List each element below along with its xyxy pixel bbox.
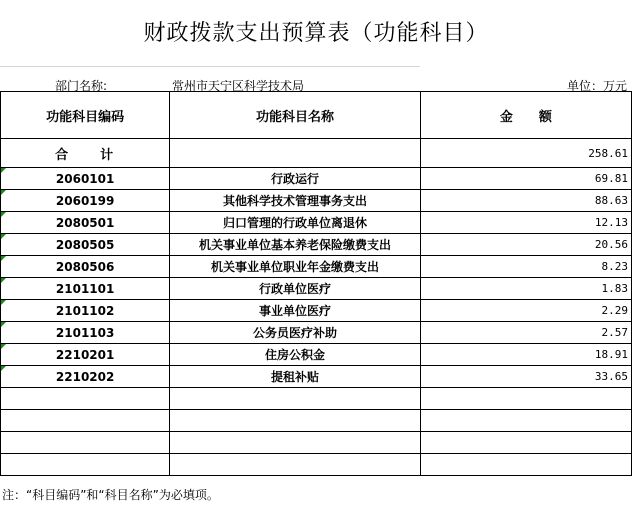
- row-code-cell[interactable]: [1, 234, 170, 256]
- row-code-text: 2101101: [55, 281, 115, 296]
- row-name-cell[interactable]: 公务员医疗补助: [170, 322, 420, 344]
- row-code-cell[interactable]: [1, 322, 170, 344]
- row-amount-cell[interactable]: 12.13: [420, 212, 631, 234]
- table-row: [1, 278, 632, 300]
- empty-cell[interactable]: [170, 432, 420, 454]
- empty-cell[interactable]: [420, 432, 631, 454]
- empty-cell[interactable]: [1, 388, 170, 410]
- cell-flag-icon: [1, 278, 6, 283]
- row-code-cell[interactable]: [1, 278, 170, 300]
- header-row: [1, 92, 632, 139]
- table-row: [1, 366, 632, 388]
- dept-name[interactable]: 常州市天宁区科学技术局: [172, 79, 305, 93]
- title-underline: [0, 66, 420, 67]
- row-code-text: 2210201: [55, 347, 115, 362]
- row-code-cell[interactable]: [1, 300, 170, 322]
- row-amount-cell[interactable]: 2.57: [420, 322, 631, 344]
- unit-label: 单位：万元: [567, 79, 628, 93]
- header-amount[interactable]: 金 额: [420, 92, 631, 139]
- row-code-text: 2080506: [55, 259, 115, 274]
- table-row: [1, 168, 632, 190]
- empty-row: [1, 432, 632, 454]
- row-name-cell[interactable]: 提租补贴: [170, 366, 420, 388]
- empty-cell[interactable]: [170, 454, 420, 476]
- footnote: 注：“科目编码”和“科目名称”为必填项。: [2, 488, 219, 502]
- cell-flag-icon: [1, 212, 6, 217]
- row-name-cell[interactable]: 行政单位医疗: [170, 278, 420, 300]
- cell-flag-icon: [1, 256, 6, 261]
- row-code-cell[interactable]: [1, 366, 170, 388]
- table-row: [1, 212, 632, 234]
- row-code-text: 2060101: [55, 171, 115, 186]
- row-amount-cell[interactable]: 18.91: [420, 344, 631, 366]
- cell-flag-icon: [1, 234, 6, 239]
- empty-row: [1, 388, 632, 410]
- header-code[interactable]: 功能科目编码: [1, 92, 170, 139]
- cell-flag-icon: [1, 344, 6, 349]
- row-code-cell[interactable]: [1, 212, 170, 234]
- empty-cell[interactable]: [170, 410, 420, 432]
- row-name-cell[interactable]: 归口管理的行政单位离退休: [170, 212, 420, 234]
- empty-cell[interactable]: [420, 410, 631, 432]
- cell-flag-icon: [1, 366, 6, 371]
- empty-cell[interactable]: [420, 454, 631, 476]
- row-amount-cell[interactable]: 33.65: [420, 366, 631, 388]
- row-code-cell[interactable]: [1, 344, 170, 366]
- table-row: [1, 322, 632, 344]
- row-code-text: 2060199: [55, 193, 115, 208]
- total-label[interactable]: 合 计: [1, 139, 170, 168]
- total-amount[interactable]: 258.61: [420, 139, 631, 168]
- empty-cell[interactable]: [170, 388, 420, 410]
- table-row: [1, 234, 632, 256]
- row-name-cell[interactable]: 其他科学技术管理事务支出: [170, 190, 420, 212]
- dept-label: 部门名称:: [55, 79, 108, 93]
- empty-cell[interactable]: [1, 432, 170, 454]
- total-row: [1, 139, 632, 168]
- row-name-cell[interactable]: 住房公积金: [170, 344, 420, 366]
- budget-table: [0, 91, 632, 476]
- total-name-cell[interactable]: [170, 139, 420, 168]
- cell-flag-icon: [1, 322, 6, 327]
- row-name-cell[interactable]: 事业单位医疗: [170, 300, 420, 322]
- row-code-text: 2101103: [55, 325, 115, 340]
- row-amount-cell[interactable]: 69.81: [420, 168, 631, 190]
- empty-cell[interactable]: [1, 410, 170, 432]
- row-code-cell[interactable]: [1, 168, 170, 190]
- table-row: [1, 344, 632, 366]
- row-name-cell[interactable]: 行政运行: [170, 168, 420, 190]
- row-name-cell[interactable]: 机关事业单位基本养老保险缴费支出: [170, 234, 420, 256]
- table-row: [1, 300, 632, 322]
- row-amount-cell[interactable]: 88.63: [420, 190, 631, 212]
- row-amount-cell[interactable]: 8.23: [420, 256, 631, 278]
- row-code-text: 2210202: [55, 369, 115, 384]
- table-row: [1, 256, 632, 278]
- row-amount-cell[interactable]: 20.56: [420, 234, 631, 256]
- row-name-cell[interactable]: 机关事业单位职业年金缴费支出: [170, 256, 420, 278]
- empty-row: [1, 454, 632, 476]
- empty-row: [1, 410, 632, 432]
- empty-cell[interactable]: [1, 454, 170, 476]
- row-amount-cell[interactable]: 2.29: [420, 300, 631, 322]
- empty-cell[interactable]: [420, 388, 631, 410]
- row-code-cell[interactable]: [1, 190, 170, 212]
- row-code-cell[interactable]: [1, 256, 170, 278]
- cell-flag-icon: [1, 190, 6, 195]
- row-code-text: 2080505: [55, 237, 115, 252]
- page-title: 财政拨款支出预算表（功能科目）: [143, 21, 489, 46]
- cell-flag-icon: [1, 300, 6, 305]
- table-row: [1, 190, 632, 212]
- header-name[interactable]: 功能科目名称: [170, 92, 420, 139]
- cell-flag-icon: [1, 168, 6, 173]
- row-code-text: 2101102: [55, 303, 115, 318]
- row-amount-cell[interactable]: 1.83: [420, 278, 631, 300]
- row-code-text: 2080501: [55, 215, 115, 230]
